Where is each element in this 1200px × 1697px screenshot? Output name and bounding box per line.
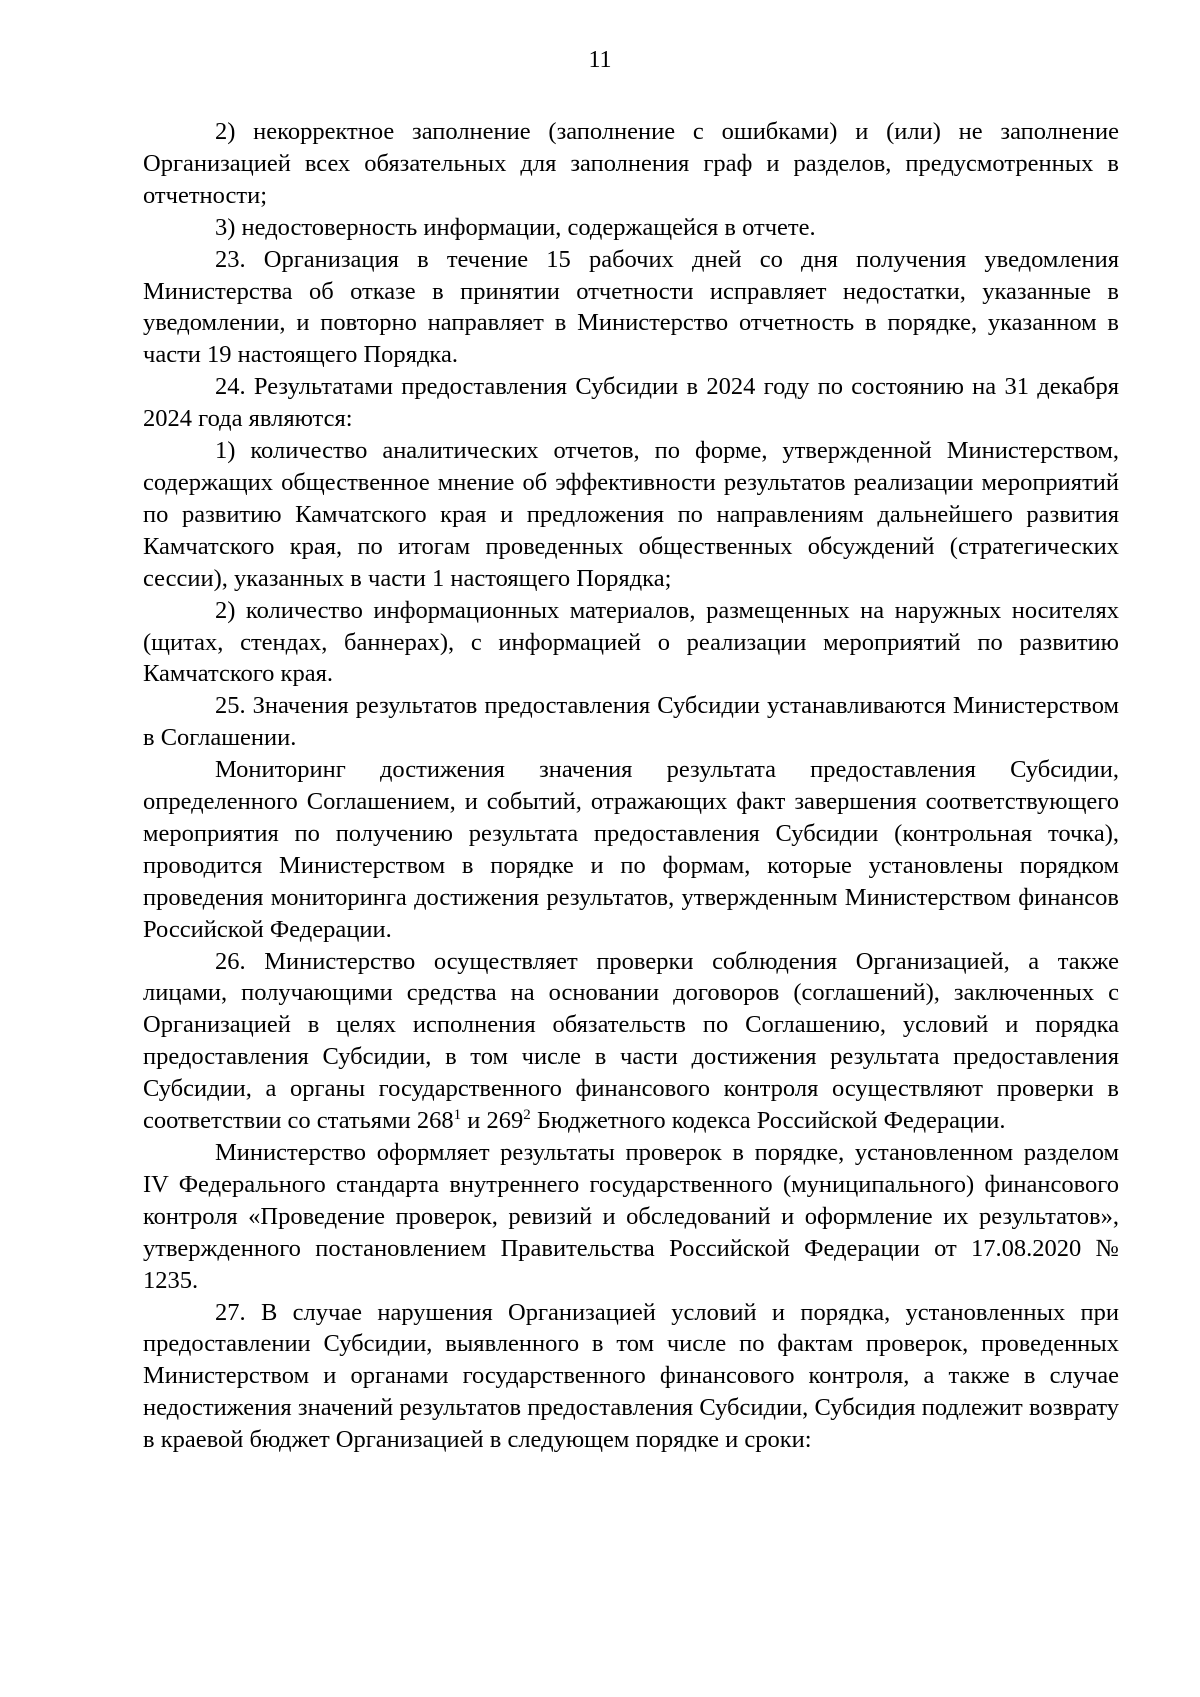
paragraph-26	[143, 946, 1119, 1137]
article-269-superscript: 2	[523, 1107, 531, 1124]
paragraph-27: 27. В случае нарушения Организацией условий и порядка, установленных при предоставлении Субсидии, выявленного в том числе по фактам проверок, проведенных Министерством и органами государственного финансового контроля, а также в случае недостижения значений результатов предоставления Субсидии, Субсидия подлежит возврату в краевой бюджет Организацией в следующем порядке и сроки:	[143, 1298, 1119, 1454]
paragraph-25-monitoring: Мониторинг достижения значения результата предоставления Субсидии, определенного Соглашением, и событий, отражающих факт завершения соответствующего мероприятия по получению результата предоставления Субсидии (контрольная точка), проводится Министерством в порядке и по формам, которые установлены порядком проведения мониторинга достижения результатов, утвержденным Министерством финансов Российской Федерации.	[143, 756, 1119, 943]
paragraph-24-item-1: 1) количество аналитических отчетов, по форме, утвержденной Министерством, содержащих общественное мнение об эффективности результатов реализации мероприятий по развитию Камчатского края и предложения по направлениям дальнейшего развития Камчатского края, по итогам проведенных общественных обсуждений (стратегических сессии), указанных в части 1 настоящего Порядка;	[143, 437, 1119, 592]
paragraph-26-tail: Бюджетного кодекса Российской Федерации.	[530, 1107, 1006, 1135]
paragraph-25: 25. Значения результатов предоставления Субсидии устанавливаются Министерством в Соглашении.	[143, 692, 1119, 752]
page-number: 11	[588, 47, 612, 73]
paragraph-24-item-2: 2) количество информационных материалов, размещенных на наружных носителях (щитах, стендах, баннерах), с информацией о реализации мероприятий по развитию Камчатского края.	[143, 596, 1119, 688]
paragraph-24: 24. Результатами предоставления Субсидии в 2024 году по состоянию на 31 декабря 2024 года являются:	[143, 373, 1119, 433]
article-268-superscript: 1	[453, 1107, 462, 1124]
paragraph-22-item-2: 2) некорректное заполнение (заполнение с ошибками) и (или) не заполнение Организацией всех обязательных для заполнения граф и разделов, предусмотренных в отчетности;	[143, 118, 1119, 209]
paragraph-26-results: Министерство оформляет результаты проверок в порядке, установленном разделом IV Федерального стандарта внутреннего государственного (муниципального) финансового контроля «Проведение проверок, ревизий и обследований и оформление их результатов», утвержденного постановлением Правительства Российской Федерации от 17.08.2020 № 1235.	[143, 1139, 1119, 1294]
paragraph-26-text: 26. Министерство осуществляет проверки соблюдения Организацией, а также лицами, получающими средства на основании договоров (соглашений), заключенных с Организацией в целях исполнения обязательств по Соглашению, условий и порядка предоставления Субсидии, в том числе в части достижения результата предоставления Субсидии, а органы государственного финансового контроля осуществляют проверки в соответствии со статьями 268	[143, 947, 1119, 1135]
paragraph-26-middle: и 269	[461, 1107, 524, 1135]
paragraph-22-item-3: 3) недостоверность информации, содержащейся в отчете.	[215, 213, 816, 241]
document-body	[143, 116, 1119, 1456]
paragraph-23: 23. Организация в течение 15 рабочих дней со дня получения уведомления Министерства об отказе в принятии отчетности исправляет недостатки, указанные в уведомлении, и повторно направляет в Министерство отчетность в порядке, указанном в части 19 настоящего Порядка.	[143, 245, 1119, 369]
